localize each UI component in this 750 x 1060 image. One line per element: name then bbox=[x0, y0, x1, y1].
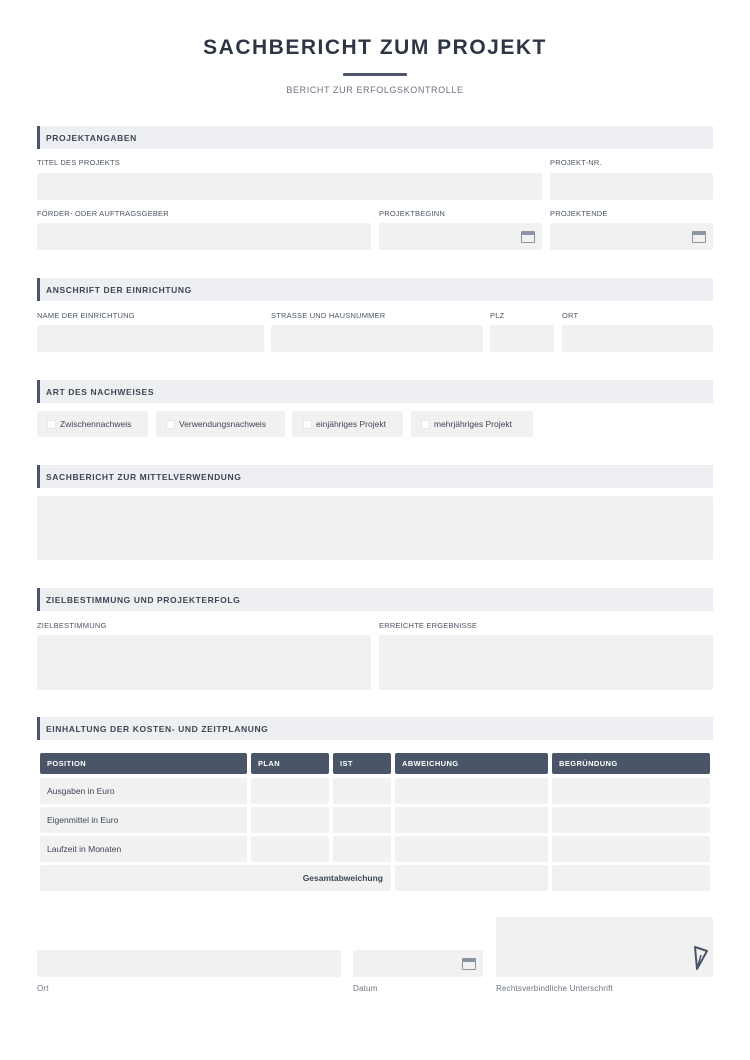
project-title-input[interactable] bbox=[37, 173, 542, 200]
place-label: Ort bbox=[37, 984, 49, 993]
table-header-actual: IST bbox=[333, 753, 391, 774]
project-number-label: PROJEKT-NR. bbox=[550, 158, 602, 167]
table-cell-input[interactable] bbox=[395, 778, 548, 804]
option-interim-proof[interactable] bbox=[37, 411, 148, 437]
table-row-label: Eigenmittel in Euro bbox=[40, 807, 247, 833]
checkbox[interactable] bbox=[303, 420, 312, 429]
checkbox[interactable] bbox=[47, 420, 56, 429]
total-deviation-label: Gesamtabweichung bbox=[40, 865, 391, 891]
option-label: mehrjähriges Projekt bbox=[434, 419, 512, 429]
signature-label: Rechtsverbindliche Unterschrift bbox=[496, 984, 613, 993]
section-heading-proof: ART DES NACHWEISES bbox=[37, 380, 713, 403]
results-textarea[interactable] bbox=[379, 635, 713, 690]
institution-name-input[interactable] bbox=[37, 325, 264, 352]
report-textarea[interactable] bbox=[37, 496, 713, 560]
section-heading-report: SACHBERICHT ZUR MITTELVERWENDUNG bbox=[37, 465, 713, 488]
table-cell-input[interactable] bbox=[552, 807, 710, 833]
total-reason-input[interactable] bbox=[552, 865, 710, 891]
table-row-label: Ausgaben in Euro bbox=[40, 778, 247, 804]
table-cell-input[interactable] bbox=[251, 836, 329, 862]
page-title: SACHBERICHT ZUM PROJEKT bbox=[203, 36, 547, 59]
city-input[interactable] bbox=[562, 325, 713, 352]
target-textarea[interactable] bbox=[37, 635, 371, 690]
project-title-label: TITEL DES PROJEKTS bbox=[37, 158, 120, 167]
checkbox[interactable] bbox=[166, 420, 175, 429]
table-header-deviation: ABWEICHUNG bbox=[395, 753, 548, 774]
zip-input[interactable] bbox=[490, 325, 554, 352]
pen-icon bbox=[693, 945, 709, 971]
section-heading-address: ANSCHRIFT DER EINRICHTUNG bbox=[37, 278, 713, 301]
table-row-label: Laufzeit in Monaten bbox=[40, 836, 247, 862]
funder-label: FÖRDER- ODER AUFTRAGSGEBER bbox=[37, 209, 169, 218]
project-end-input[interactable] bbox=[550, 223, 713, 250]
option-usage-proof[interactable] bbox=[156, 411, 285, 437]
table-header-reason: BEGRÜNDUNG bbox=[552, 753, 710, 774]
table-cell-input[interactable] bbox=[251, 807, 329, 833]
title-underline bbox=[343, 73, 407, 76]
date-input[interactable] bbox=[353, 950, 483, 977]
table-cell-input[interactable] bbox=[395, 836, 548, 862]
table-cell-input[interactable] bbox=[395, 807, 548, 833]
results-label: ERREICHTE ERGEBNISSE bbox=[379, 621, 478, 630]
section-heading-costs: EINHALTUNG DER KOSTEN- UND ZEITPLANUNG bbox=[37, 717, 713, 740]
city-label: ORT bbox=[562, 311, 579, 320]
date-label: Datum bbox=[353, 984, 378, 993]
page-subtitle: BERICHT ZUR ERFOLGSKONTROLLE bbox=[286, 85, 464, 95]
place-input[interactable] bbox=[37, 950, 341, 977]
option-label: Verwendungsnachweis bbox=[179, 419, 266, 429]
option-one-year-project[interactable] bbox=[292, 411, 403, 437]
section-heading-project: PROJEKTANGABEN bbox=[37, 126, 713, 149]
table-cell-input[interactable] bbox=[251, 778, 329, 804]
project-start-label: PROJEKTBEGINN bbox=[379, 209, 445, 218]
institution-name-label: NAME DER EINRICHTUNG bbox=[37, 311, 135, 320]
project-start-input[interactable] bbox=[379, 223, 542, 250]
street-input[interactable] bbox=[271, 325, 483, 352]
funder-input[interactable] bbox=[37, 223, 371, 250]
calendar-icon[interactable] bbox=[462, 958, 476, 970]
section-heading-goals: ZIELBESTIMMUNG UND PROJEKTERFOLG bbox=[37, 588, 713, 611]
calendar-icon[interactable] bbox=[521, 231, 535, 243]
zip-label: PLZ bbox=[490, 311, 505, 320]
table-header-plan: PLAN bbox=[251, 753, 329, 774]
project-end-label: PROJEKTENDE bbox=[550, 209, 608, 218]
option-label: einjähriges Projekt bbox=[316, 419, 386, 429]
street-label: STRASSE UND HAUSNUMMER bbox=[271, 311, 386, 320]
table-header-position: POSITION bbox=[40, 753, 247, 774]
calendar-icon[interactable] bbox=[692, 231, 706, 243]
table-cell-input[interactable] bbox=[552, 836, 710, 862]
table-cell-input[interactable] bbox=[333, 807, 391, 833]
option-multi-year-project[interactable] bbox=[411, 411, 533, 437]
total-deviation-input[interactable] bbox=[395, 865, 548, 891]
table-cell-input[interactable] bbox=[333, 836, 391, 862]
project-number-input[interactable] bbox=[550, 173, 713, 200]
table-cell-input[interactable] bbox=[333, 778, 391, 804]
checkbox[interactable] bbox=[421, 420, 430, 429]
option-label: Zwischennachweis bbox=[60, 419, 132, 429]
signature-field[interactable] bbox=[496, 917, 713, 977]
table-cell-input[interactable] bbox=[552, 778, 710, 804]
target-label: ZIELBESTIMMUNG bbox=[37, 621, 107, 630]
